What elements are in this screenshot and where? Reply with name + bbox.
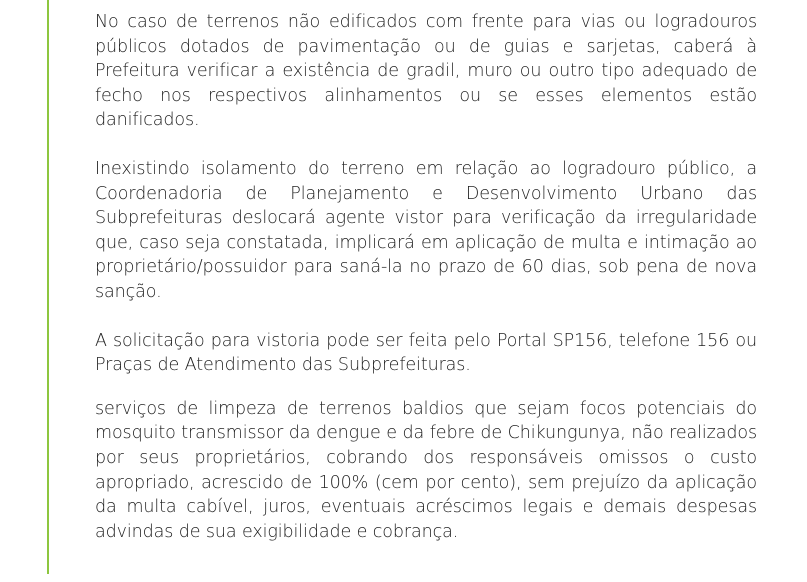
paragraph-terrenos-nao-edificados: No caso de terrenos não edificados com frente para vias ou logradouros públicos dotados de pavimentação ou de guias e sarjetas, caberá à Prefeitura verificar a existência de gradil, muro ou outro tipo adequado de fecho nos respectivos alinhamentos ou se esses elementos estão danificados. [95,12,757,131]
paragraph-solicitacao-vistoria: A solicitação para vistoria pode ser feita pelo Portal SP156, telefone 156 ou Praças de Atendimento das Subprefeituras. [95,330,757,376]
paragraph-servicos-limpeza: serviços de limpeza de terrenos baldios que sejam focos potenciais do mosquito transmissor da dengue e da febre de Chikungunya, não realizados por seus proprietários, cobrando dos responsáveis omissos o custo apropriado, acrescido de 100% (cem por cento), sem prejuízo da aplicação da multa cabível, juros, eventuais acréscimos legais e demais despesas advindas de sua exigibilidade e cobrança. [95,398,757,542]
left-accent-rule [47,0,49,574]
paragraph-isolamento-terreno: Inexistindo isolamento do terreno em relação ao logradouro público, a Coordenadoria de Planejamento e Desenvolvimento Urbano das Subprefeituras deslocará agente vistor para verificação da irregularidade que, caso seja constatada, implicará em aplicação de multa e intimação ao proprietário/possuidor para saná-la no prazo de 60 dias, sob pena de nova sanção. [95,158,757,302]
document-body [95,10,757,544]
